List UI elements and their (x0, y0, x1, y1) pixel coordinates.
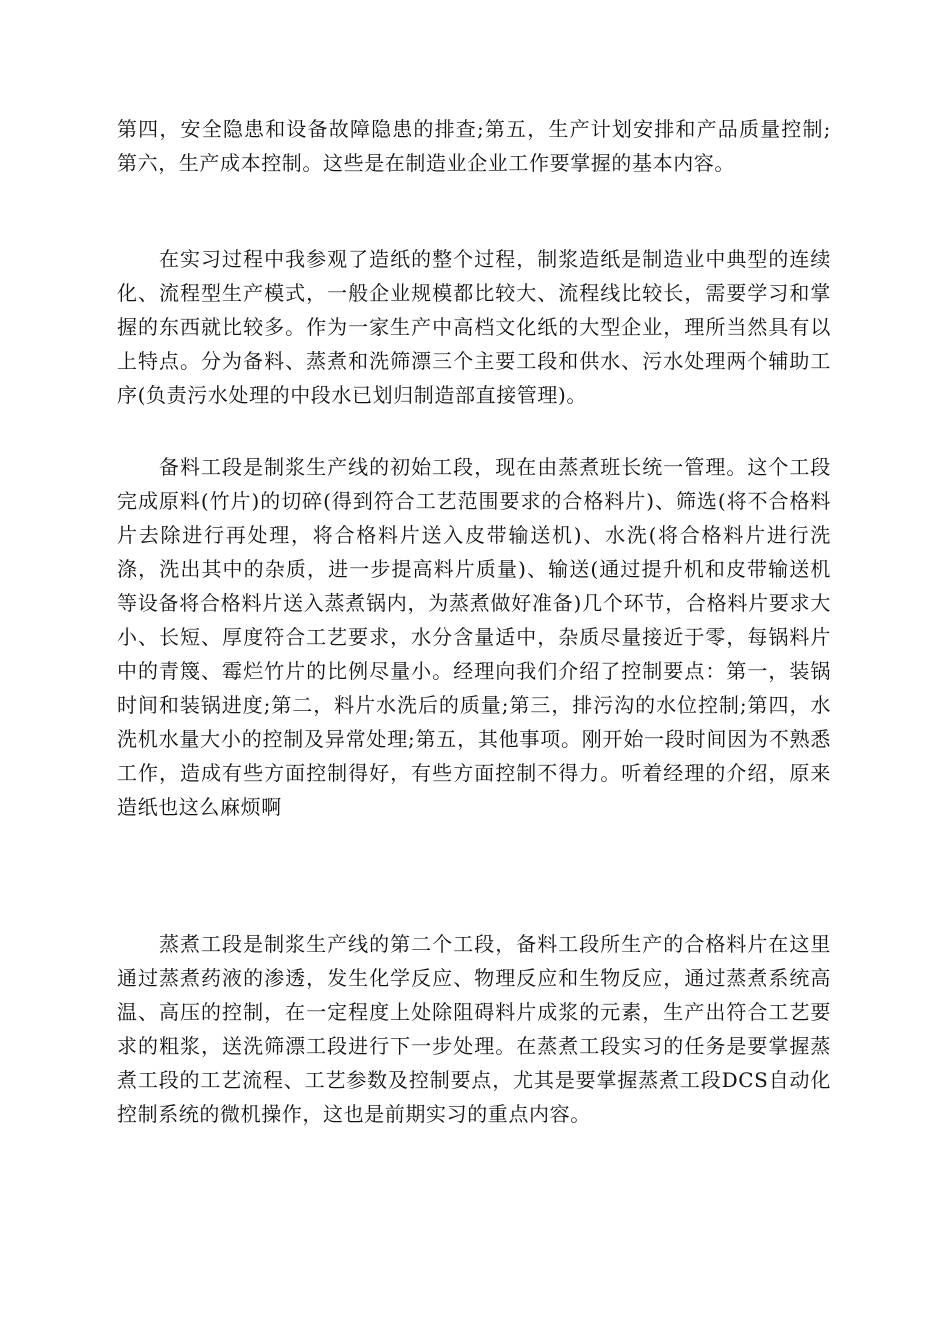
paragraph-1-text: 第四，安全隐患和设备故障隐患的排查;第五，生产计划安排和产品质量控制;第六，生产成本控制。这些是在制造业企业工作要掌握的基本内容。 (117, 117, 831, 175)
paragraph-1 (117, 112, 831, 180)
paragraph-2 (117, 242, 831, 412)
paragraph-4 (117, 927, 831, 1131)
paragraph-3 (117, 450, 831, 824)
paragraph-3-text: 备料工段是制浆生产线的初始工段，现在由蒸煮班长统一管理。这个工段完成原料(竹片)的切碎(得到符合工艺范围要求的合格料片)、筛选(将不合格料片去除进行再处理，将合格料片送入皮带输送机)、水洗(将合格料片进行洗涤，洗出其中的杂质，进一步提高料片质量)、输送(通过提升机和皮带输送机等设备将合格料片送入蒸煮锅内，为蒸煮做好准备)几个环节，合格料片要求大小、长短、厚度符合工艺要求，水分含量适中，杂质尽量接近于零，每锅料片中的青篾、霉烂竹片的比例尽量小。经理向我们介绍了控制要点：第一，装锅时间和装锅进度;第二，料片水洗后的质量;第三，排污沟的水位控制;第四，水洗机水量大小的控制及异常处理;第五，其他事项。刚开始一段时间因为不熟悉工作，造成有些方面控制得好，有些方面控制不得力。听着经理的介绍，原来造纸也这么麻烦啊 (117, 455, 831, 819)
paragraph-2-text: 在实习过程中我参观了造纸的整个过程，制浆造纸是制造业中典型的连续化、流程型生产模式，一般企业规模都比较大、流程线比较长，需要学习和掌握的东西就比较多。作为一家生产中高档文化纸的大型企业，理所当然具有以上特点。分为备料、蒸煮和洗筛漂三个主要工段和供水、污水处理两个辅助工序(负责污水处理的中段水已划归制造部直接管理)。 (117, 247, 831, 407)
paragraph-4-text: 蒸煮工段是制浆生产线的第二个工段，备料工段所生产的合格料片在这里通过蒸煮药液的渗透，发生化学反应、物理反应和生物反应，通过蒸煮系统高温、高压的控制，在一定程度上处除阻碍料片成浆的元素，生产出符合工艺要求的粗浆，送洗筛漂工段进行下一步处理。在蒸煮工段实习的任务是要掌握蒸煮工段的工艺流程、工艺参数及控制要点，尤其是要掌握蒸煮工段DCS自动化控制系统的微机操作，这也是前期实习的重点内容。 (117, 932, 831, 1126)
